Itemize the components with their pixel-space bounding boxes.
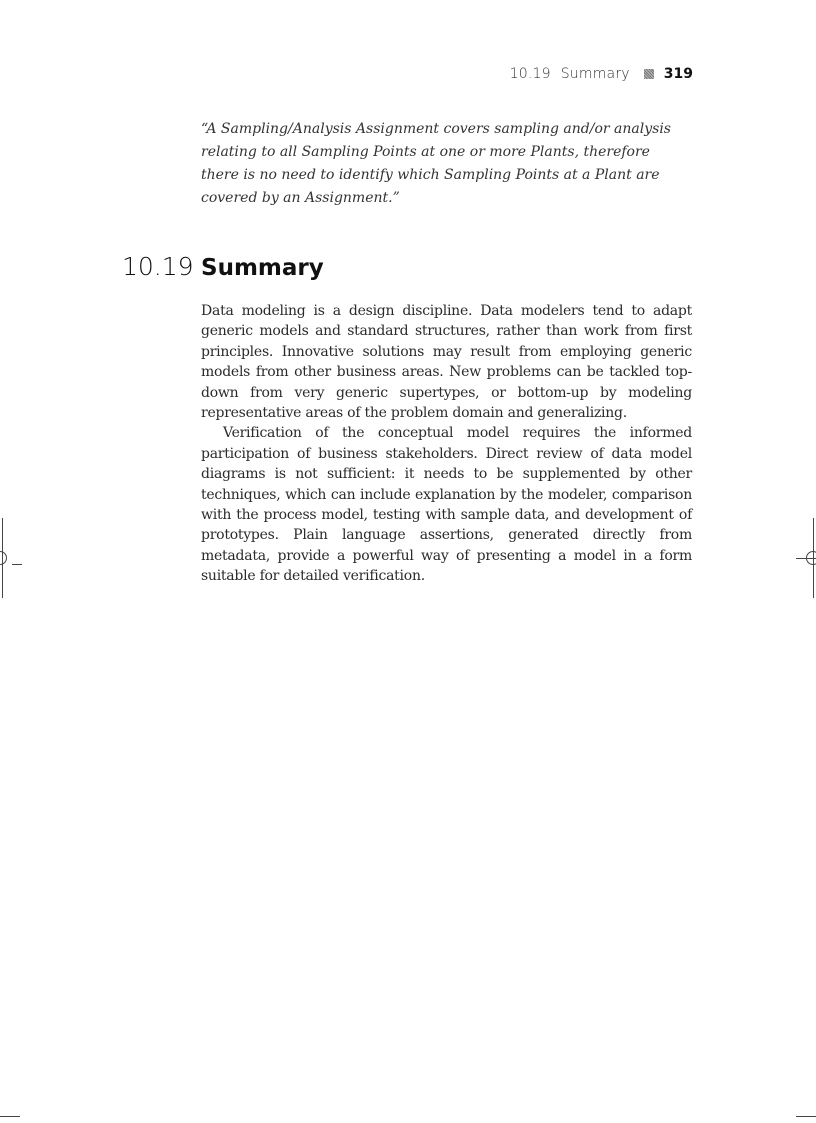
crop-mark-bottom-right	[796, 1116, 816, 1117]
section-number: 10.19	[122, 252, 194, 281]
crop-mark-left-horizontal	[12, 564, 22, 565]
running-head-section-number: 10.19	[509, 66, 551, 82]
page-number: 319	[663, 66, 693, 82]
running-head-square-icon	[644, 69, 654, 79]
quote-block: “A Sampling/Analysis Assignment covers sampling and/or analysis relating to all Sampling Points at one or more Plants, therefore there is no need to identify which Sampling Points at a Plant are covered by an Assignment.”	[201, 121, 671, 206]
running-head	[510, 64, 693, 84]
crop-mark-right-horizontal	[796, 558, 816, 559]
registration-mark-left-icon	[0, 551, 7, 565]
section-heading	[122, 252, 324, 292]
body-text	[201, 301, 692, 587]
paragraph: Verification of the conceptual model requires the informed participation of business stakeholders. Direct review of data model diagrams is not sufficient: it needs to be supplemented by other techniques, which can include explanation by the modeler, comparison with the process model, testing with sample data, and development of prototypes. Plain language assertions, generated directly from metadata, provide a powerful way of presenting a model in a form suitable for detailed verification.	[201, 425, 692, 585]
crop-mark-bottom-left	[0, 1116, 20, 1117]
paragraph: Data modeling is a design discipline. Data modelers tend to adapt generic models and standard structures, rather than work from first principles. Innovative solutions may result from employing generic models from other business areas. New problems can be tackled top-down from very generic supertypes, or bottom-up by modeling representative areas of the problem domain and generalizing.	[201, 303, 692, 422]
running-head-title: Summary	[560, 66, 630, 82]
section-title: Summary	[201, 255, 324, 281]
